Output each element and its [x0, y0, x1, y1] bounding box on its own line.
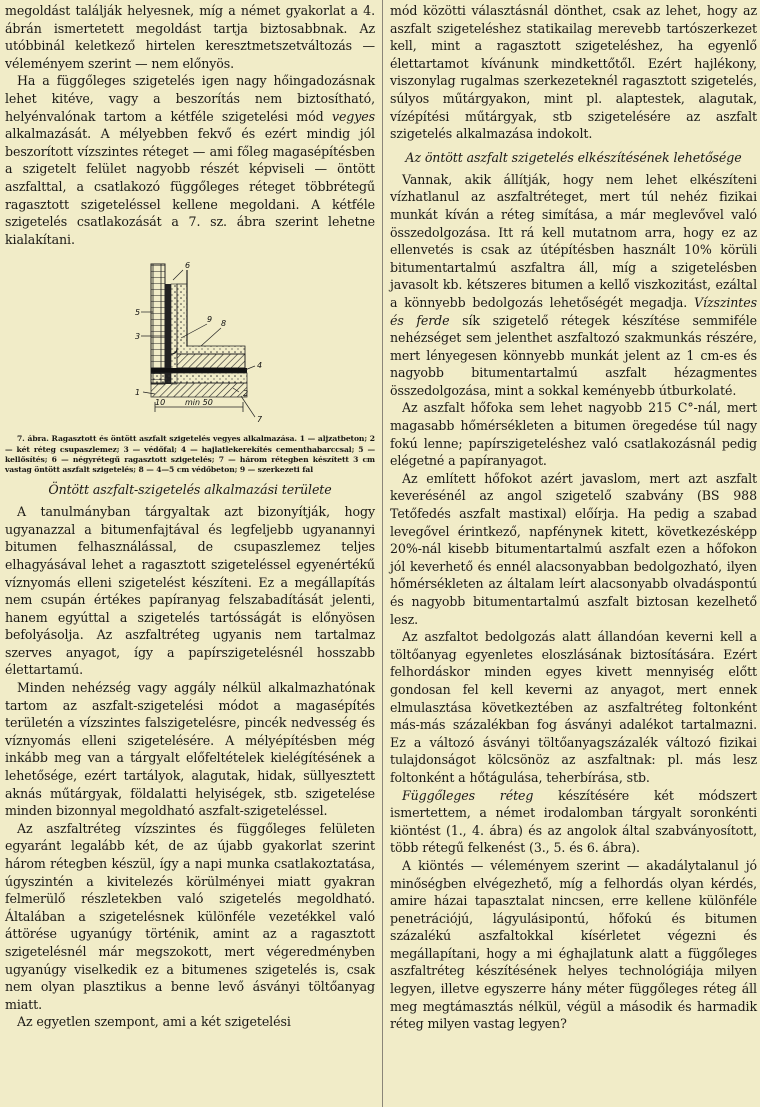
figure-7-drawing — [5, 254, 375, 432]
paragraph: Vannak, akik állítják, hogy nem lehet elkészíteni vízhatlanul az aszfaltréteget, mert túl nehéz fizikai munkát kíván a réteg simítása, a már meglevővel való összedolgozása. Itt rá kell mutatnom arra, hogy ez az ellenvetés is csak az útépítésben használt 10% körüli bitumentartalmú aszfaltra áll, míg a szigetelésben javasolt kb. kétszeres bitumen a kellő viszkozitást, ezáltal a könnyebb bedolgozás lehetőségét megadja. Vízszintes és ferde sík szigetelő rétegek készítése semmiféle nehézséget sem jelenthet aszfaltozó szakmunkás részére, mert lényegesen könnyebb munkát jelent az 1 cm-es és nagyobb bitumentartalmú aszfalt hézagmentes összedolgozása, mint a sokkal keményebb útburkolaté. — [390, 171, 757, 398]
paragraph: A kiöntés — véleményem szerint — akadálytalanul jó minőségben elvégezhető, míg a felhordás olyan kérdés, amire házai tapasztalat nincsen, erre kellene különféle penetrációjú, lágyulásipontú, hőfokú és bitumen százalékú aszfaltokkal kísérletet végezni és megállapítani, hogy a mi éghajlatunk alatt a függőleges aszfaltréteg készítésének helyes technológiája milyen legyen, illetve egyszerre hány méter függőleges réteg áll meg megtámasztás nélkül, végül a második és harmadik réteg milyen vastag legyen? — [390, 857, 757, 1032]
paragraph: Az aszfaltréteg vízszintes és függőleges felületen egyaránt legalább két, de az újabb gyakorlat szerint három rétegben készül, így a napi munka csatlakoztatása, úgyszintén a kivitelezés körülményei miatt gyakran felmerülő részletekben való szigetelés megoldható. Általában a szigetelésnek különféle vezetékkel való áttörése ugyanúgy történik, amint az a ragasztott szigetelésnél már megszokott, mert végeredményben ugyanúgy viselkedik ez a bitumenes szigetelés is, csak nem olyan plasztikus a benne levő ásványi töltőanyag miatt. — [5, 820, 375, 1012]
figure-label-7: 7 — [257, 415, 263, 425]
section-heading: Az öntött aszfalt szigetelés elkészítésének lehetősége — [405, 149, 742, 165]
paragraph: megoldást találják helyesnek, míg a német gyakorlat a 4. ábrán ismertetett megoldást tartja biztosabbnak. Az utóbbinál keletkező hirtelen keresztmetszetváltozás — véleményem szerint — nem előnyös. — [5, 3, 375, 71]
paragraph: Az egyetlen szempont, ami a két szigetelési — [17, 1014, 291, 1030]
figure-label-9: 9 — [207, 315, 213, 325]
emphasis: Vízszintes és ferde — [390, 294, 757, 328]
paragraph: Függőleges réteg készítésére két módszert ismertettem, a német irodalomban tárgyalt soronkénti kiöntést (1., 4. ábra) és az angolok által szabványosított, több rétegű felkenést (3., 5. és 6. ábra). — [390, 787, 757, 856]
figure-label-5: 5 — [135, 308, 141, 318]
figure-label-2: 2 — [243, 389, 249, 399]
paragraph: Ha a függőleges szigetelés igen nagy hőingadozásnak lehet kitéve, vagy a beszorítás nem biztosítható, helyénvalónak tartom a kétféle szigetelési mód vegyes alkalmazását. A mélyebben fekvő és ezért mindig jól beszorított vízszintes réteget — ami főleg magasépítésben a szigetelt felület nagyobb részét képviseli — öntött aszfalttal, a csatlakozó függőleges réteget többrétegű ragasztott szigeteléssel kellene megoldani. A kétféle szigetelés csatlakozását a 7. sz. ábra szerint lehetne kialakítani. — [5, 73, 375, 247]
emphasis: Függőleges réteg — [402, 787, 534, 803]
figure-dimension-small: 10 — [155, 398, 166, 408]
left-column — [5, 2, 375, 1031]
emphasis: vegyes — [331, 108, 375, 124]
paragraph: A tanulmányban tárgyaltak azt bizonyítják, hogy ugyanazzal a bitumenfajtával és legfeljebb ugyanannyi bitumen felhasználással, de csupaszlemez teljes elhagyásával lehet a ragasztott szigeteléssel egyenértékű víznyomás elleni szigetelést készíteni. Ez a megállapítás nem csupán értékes papíranyag felszabadítását jelenti, hanem egyúttal a szigetelés tartósságát is előnyösen befolyásolja. Az aszfaltréteg ugyanis nem tartalmaz szerves anyagot, így a papírszigetelésnél hosszabb élettartamú. — [5, 504, 375, 678]
figure-label-1: 1 — [135, 388, 141, 398]
section-heading: Öntött aszfalt-szigetelés alkalmazási területe — [48, 482, 332, 498]
paragraph: Minden nehézség vagy aggály nélkül alkalmazhatónak tartom az aszfalt-szigetelési módot a magasépítés területén a vízszintes falszigetelésre, pincék nedvesség és víznyomás elleni szigetelésére. A mélyépítésben még inkább meg van a tárgyalt előfeltételek kielégítésének a lehetősége, ezért tartályok, alagutak, hidak, süllyesztett aknás műtárgyak, földalatti helyiségek, stb. szigetelése minden bizonnyal megoldható aszfalt-szigeteléssel. — [5, 680, 375, 819]
paragraph: Az aszfaltot bedolgozás alatt állandóan keverni kell a töltőanyag egyenletes eloszlásának biztosítására. Ezért felhordáskor minden egyes kivett mennyiség előtt gondosan fel kell keverni az anyagot, mert ennek elmulasztása következtében az aszfaltréteg foltonként más-más százalékban fog ásványi adalékot tartalmazni. Ez a változó ásványi töltőanyagszázalék változó fizikai tulajdonságot kölcsönöz az aszfaltnak: pl. más lesz foltonként a hőtágulása, teherbírása, stb. — [390, 629, 757, 785]
figure-label-4: 4 — [257, 361, 263, 371]
paragraph: mód közötti választásnál dönthet, csak az lehet, hogy az aszfalt szigeteléshez statikailag merevebb tartószerkezet kell, mint a ragasztott szigeteléshez, ha egyenlő élettartamot kívánunk mindkettőtől. Ezért hajlékony, viszonylag rugalmas szerkezeteknél ragasztott szigetelés, súlyos műtárgyakon, mint pl. alaptestek, alagutak, vízépítési műtárgyak, stb szigetelésére az aszfalt szigetelés alkalmazása indokolt. — [390, 3, 757, 142]
paragraph: Az említett hőfokot azért javaslom, mert azt aszfalt keverésénél az angol szigetelő szabvány (BS 988 Tetőfedés aszfalt mastixal) előírja. Ha pedig a szabad levegővel érintkező, napfénynek kitett, következésképp 20%-nál kisebb bitumentartalmú aszfalt ezen a hőfokon jól keverhető és ennél alacsonyabban bedolgozható, ilyen hőmérsékleten az általam leírt alacsonyabb olvadáspontú és nagyobb bitumentartalmú aszfalt biztosan kezelhető lesz. — [390, 470, 757, 627]
right-column — [390, 2, 757, 1033]
column-divider — [382, 0, 383, 1107]
figure-label-8: 8 — [221, 319, 227, 329]
figure-label-6: 6 — [185, 261, 191, 271]
figure-caption: 7. ábra. Ragasztott és öntött aszfalt szigetelés vegyes alkalmazása. 1 — aljzatbeton; 2 — két réteg csupaszlemez; 3 — védőfal; 4 — hajlatlekerekítés cementhabarccsal; 5 — kellősítés; 6 — négyrétegű ragasztott szigetelés; 7 — három rétegben készített 3 cm vastag öntött aszfalt szigetelés; 8 — 4—5 cm védőbeton; 9 — szerkezeti fal — [5, 434, 375, 474]
figure-label-3: 3 — [135, 332, 141, 342]
paragraph: Az aszfalt hőfoka sem lehet nagyobb 215 C°-nál, mert magasabb hőmérsékleten a bitumen öregedése túl nagy fokú lenne; papírszigeteléshez való csatlakozásnál pedig elégetné a papíranyagot. — [390, 400, 757, 469]
figure-dimension-label: min 50 — [185, 398, 213, 408]
figure-7 — [5, 254, 375, 432]
